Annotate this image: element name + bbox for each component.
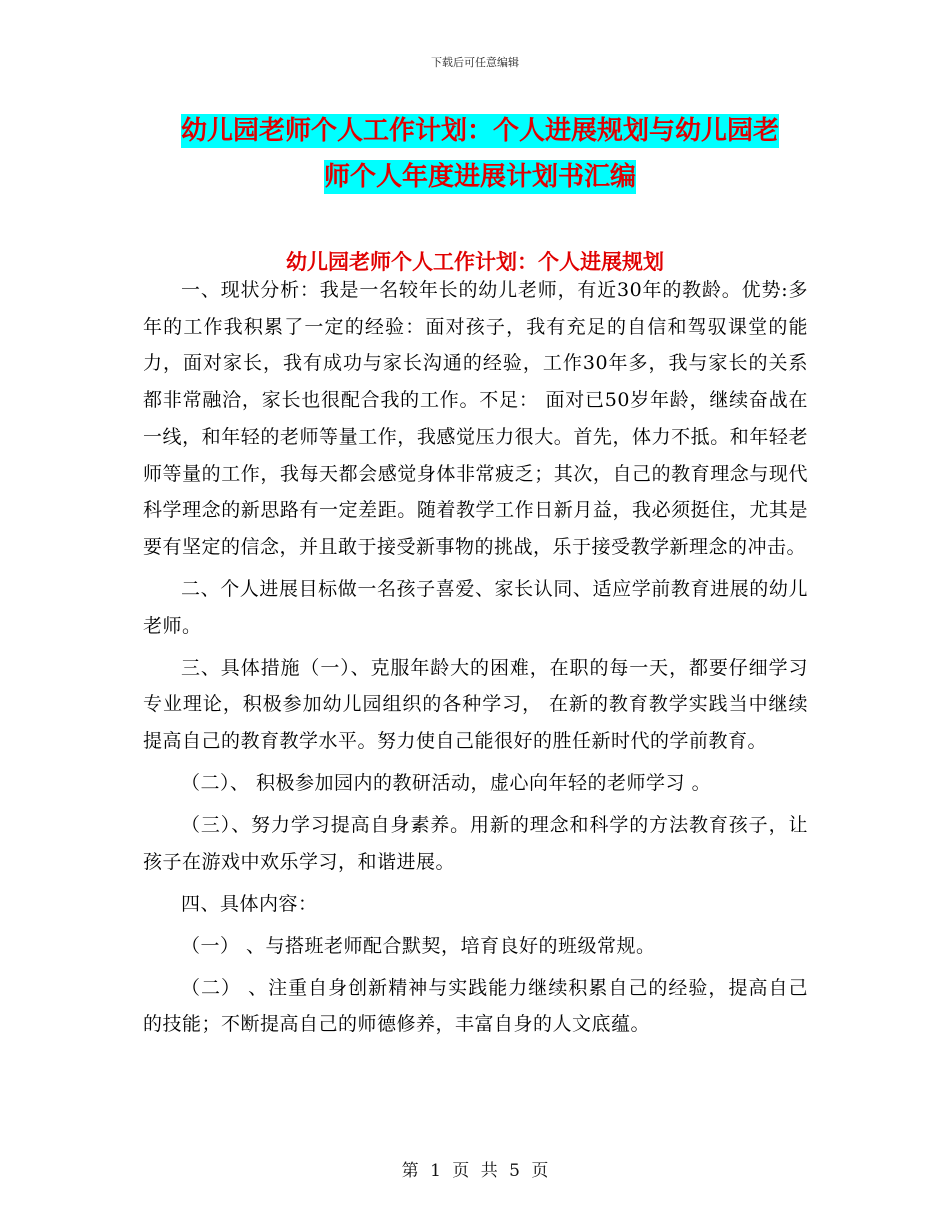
document-title (140, 108, 820, 200)
paragraph-content-2: （二） 、注重自身创新精神与实践能力继续积累自己的经验，提高自己的技能；不断提高自己的师德修养，丰富自身的人文底蕴。 (143, 976, 808, 1036)
page-number-footer: 第 1 页 共 5 页 (401, 1161, 549, 1181)
document-body (143, 272, 808, 1048)
document-title-line-2: 师个人年度进展计划书汇编 (323, 162, 636, 192)
section-title: 幼儿园老师个人工作计划：个人进展规划 (286, 250, 664, 274)
paragraph-development-goal: 二、个人进展目标做一名孩子喜爱、家长认同、适应学前教育进展的幼儿老师。 (143, 577, 808, 637)
paragraph-content-1: （一） 、与搭班老师配合默契，培育良好的班级常规。 (181, 934, 656, 957)
header-note: 下载后可任意编辑 (431, 56, 519, 69)
paragraph-content-heading: 四、具体内容： (181, 892, 318, 915)
paragraph-measures-1: 三、具体措施（一）、克服年龄大的困难，在职的每一天，都要仔细学习专业理论，积极参加幼儿园组织的各种学习， 在新的教育教学实践当中继续提高自己的教育教学水平。努力使自己能很好的胜任新时代的学前教育。 (143, 656, 808, 753)
document-title-line-1: 幼儿园老师个人工作计划：个人进展规划与幼儿园老 (180, 116, 779, 146)
paragraph-measures-2: （二）、 积极参加园内的教研活动，虚心向年轻的老师学习 。 (181, 772, 712, 795)
paragraph-measures-3: （三）、努力学习提高自身素养。用新的理念和科学的方法教育孩子，让孩子在游戏中欢乐学习，和谐进展。 (143, 814, 808, 873)
paragraph-status-analysis: 一、现状分析：我是一名较年长的幼儿老师，有近30年的教龄。优势:多年的工作我积累了一定的经验：面对孩子，我有充足的自信和驾驭课堂的能力，面对家长，我有成功与家长沟通的经验，工作30年多，我与家长的关系都非常融洽，家长也很配合我的工作。不足： 面对已50岁年龄，继续奋战在一线，和年轻的老师等量工作，我感觉压力很大。首先，体力不抵。和年轻老师等量的工作，我每天都会感觉身体非常疲乏；其次，自己的教育理念与现代科学理念的新思路有一定差距。随着教学工作日新月益，我必须挺住，尤其是要有坚定的信念，并且敢于接受新事物的挑战，乐于接受教学新理念的冲击。 (143, 279, 808, 558)
